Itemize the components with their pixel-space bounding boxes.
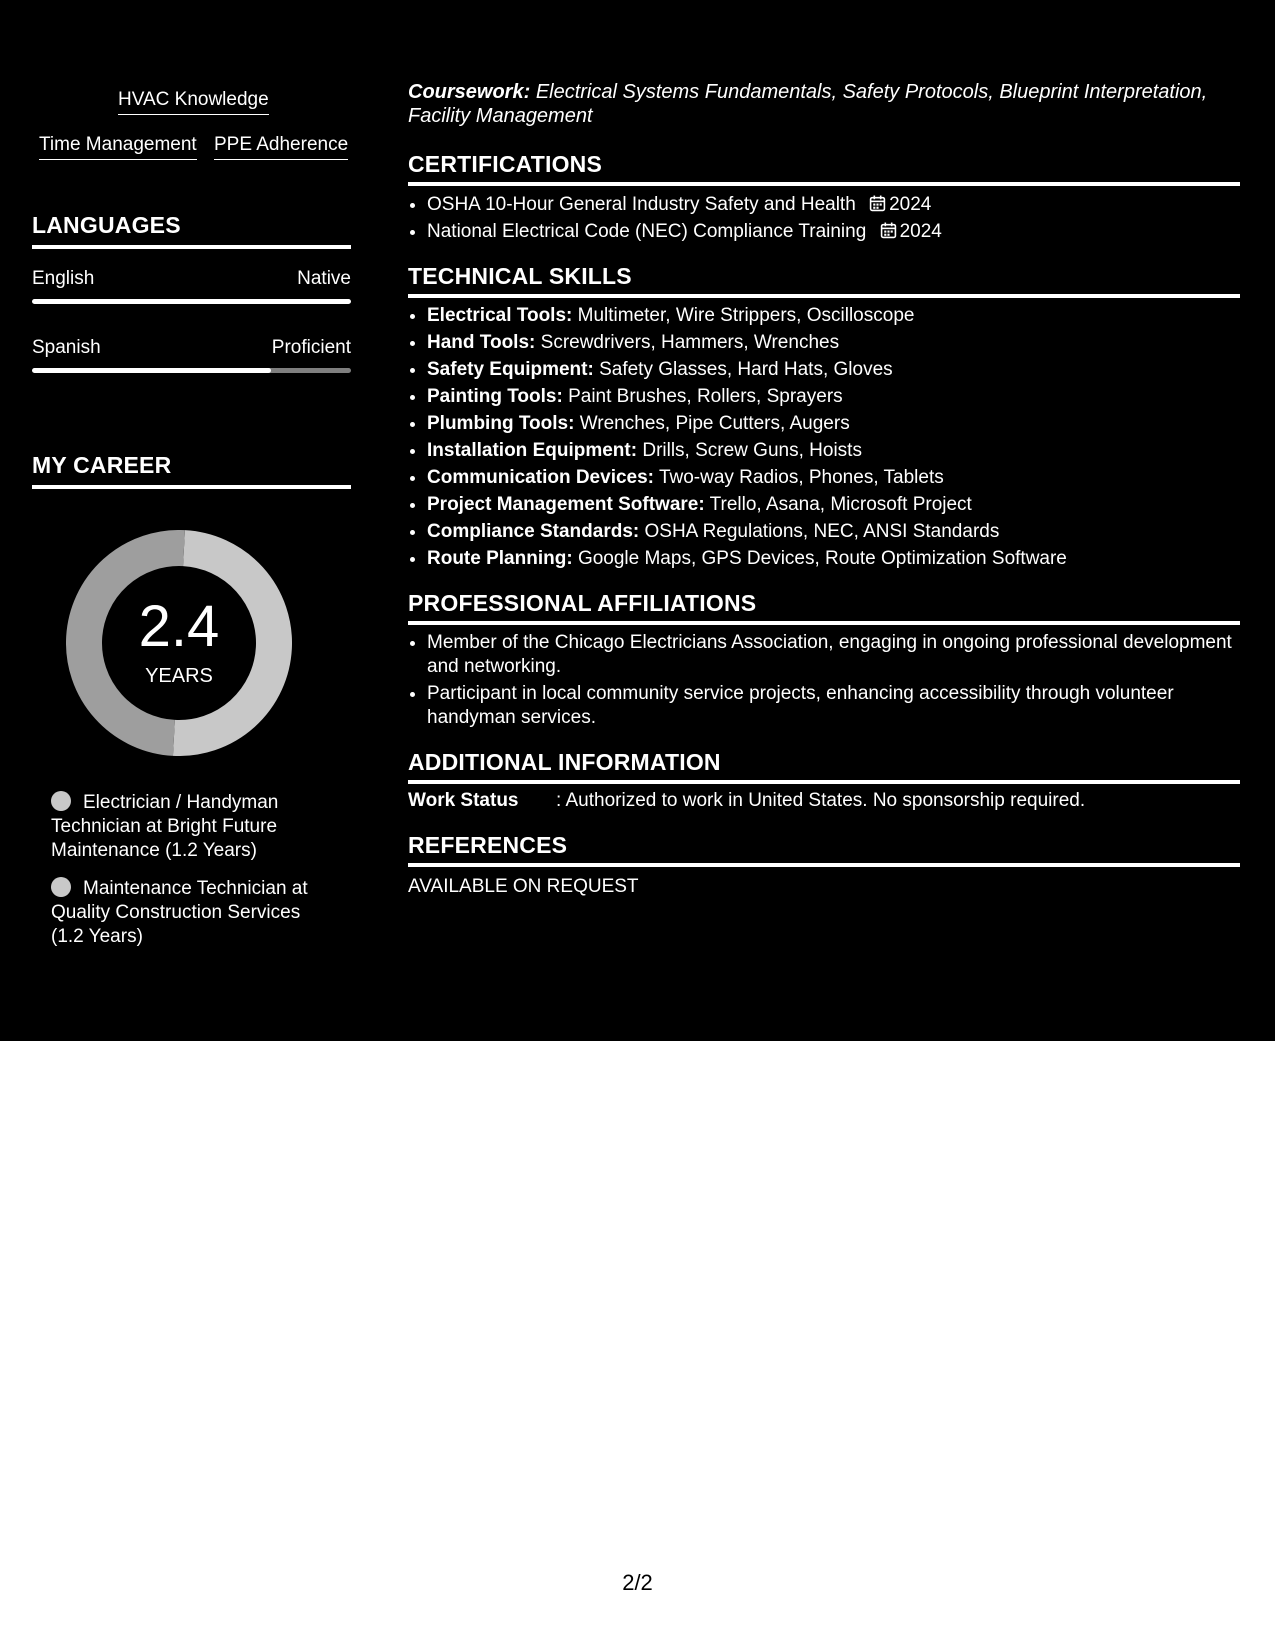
language-level: Native [297,268,351,289]
skill-tag: PPE Adherence [214,133,348,160]
career-donut-chart [66,530,292,756]
legend-dot-icon [51,877,71,897]
page-number: 2/2 [622,1570,653,1595]
career-legend-text: Maintenance Technician at Quality Construction Services (1.2 Years) [51,878,308,947]
sidebar [0,0,383,1041]
technical-skill-item [427,545,1240,572]
technical-skill-value: OSHA Regulations, NEC, ANSI Standards [644,521,1000,542]
technical-skill-label: Hand Tools: [427,332,536,353]
work-status-label: Work Status [408,790,519,811]
certifications-heading: CERTIFICATIONS [408,151,1240,186]
references-text: AVAILABLE ON REQUEST [408,876,639,897]
technical-skill-value: Drills, Screw Guns, Hoists [642,440,862,461]
technical-skill-label: Safety Equipment: [427,359,594,380]
technical-skill-label: Project Management Software: [427,494,705,515]
technical-skill-value: Screwdrivers, Hammers, Wrenches [540,332,840,353]
technical-skill-label: Electrical Tools: [427,305,573,326]
technical-skill-value: Safety Glasses, Hard Hats, Gloves [599,359,893,380]
calendar-icon [869,195,886,212]
technical-skill-item [427,383,1240,410]
language-name: Spanish [32,337,101,358]
certifications-list [408,191,1240,245]
technical-skill-item [427,329,1240,356]
language-proficiency-fill [32,299,351,304]
skill-tag: Time Management [39,133,197,160]
language-proficiency-fill [32,368,271,373]
work-status-value: : Authorized to work in United States. No sponsorship required. [556,790,1086,811]
languages-heading: LANGUAGES [32,212,351,249]
career-legend-item [51,877,321,949]
affiliations-heading: PROFESSIONAL AFFILIATIONS [408,590,1240,625]
career-years-unit: YEARS [145,665,213,687]
technical-skills-heading: TECHNICAL SKILLS [408,263,1240,298]
technical-skill-value: Multimeter, Wire Strippers, Oscilloscope [577,305,915,326]
language-proficiency-bar [32,299,351,304]
coursework-text: Electrical Systems Fundamentals, Safety Protocols, Blueprint Interpretation, Facility Management [408,81,1208,127]
technical-skill-label: Plumbing Tools: [427,413,575,434]
list-item: • Member of the Chicago Electricians Association, engaging in ongoing professional development and networking. [427,631,1240,679]
technical-skill-label: Communication Devices: [427,467,654,488]
career-legend-item [51,791,321,863]
certification-name: National Electrical Code (NEC) Compliance Training [427,221,867,242]
technical-skill-label: Painting Tools: [427,386,563,407]
technical-skill-item [427,410,1240,437]
coursework-label: Coursework: [408,81,531,103]
language-proficiency-bar [32,368,351,373]
affiliations-list [408,631,1240,733]
references-heading: REFERENCES [408,832,1240,867]
technical-skill-value: Paint Brushes, Rollers, Sprayers [568,386,843,407]
technical-skill-label: Route Planning: [427,548,573,569]
calendar-icon [880,222,897,239]
list-item [427,191,1240,218]
language-name: English [32,268,95,289]
technical-skill-item [427,491,1240,518]
technical-skill-item [427,356,1240,383]
technical-skill-value: Google Maps, GPS Devices, Route Optimization Software [577,548,1067,569]
legend-dot-icon [51,791,71,811]
additional-info-heading: ADDITIONAL INFORMATION [408,749,1240,784]
skill-tag: HVAC Knowledge [118,88,269,115]
certification-name: OSHA 10-Hour General Industry Safety and Health [427,194,856,215]
technical-skill-item [427,437,1240,464]
career-legend-text: Electrician / Handyman Technician at Bright Future Maintenance (1.2 Years) [51,792,279,861]
technical-skill-item [427,518,1240,545]
technical-skill-label: Installation Equipment: [427,440,638,461]
technical-skill-label: Compliance Standards: [427,521,640,542]
coursework [408,80,1228,128]
technical-skill-value: Two-way Radios, Phones, Tablets [658,467,944,488]
certification-year: 2024 [899,221,942,242]
certification-year: 2024 [889,194,932,215]
list-item [427,218,1240,245]
technical-skill-value: Trello, Asana, Microsoft Project [709,494,972,515]
career-heading: MY CAREER [32,452,351,489]
list-item: • Participant in local community service projects, enhancing accessibility through volunteer handyman services. [427,682,1240,730]
language-level: Proficient [271,337,351,358]
technical-skills-list [408,302,1240,572]
technical-skill-item [427,464,1240,491]
technical-skill-item [427,302,1240,329]
technical-skill-value: Wrenches, Pipe Cutters, Augers [579,413,850,434]
career-years-value: 2.4 [138,594,220,659]
